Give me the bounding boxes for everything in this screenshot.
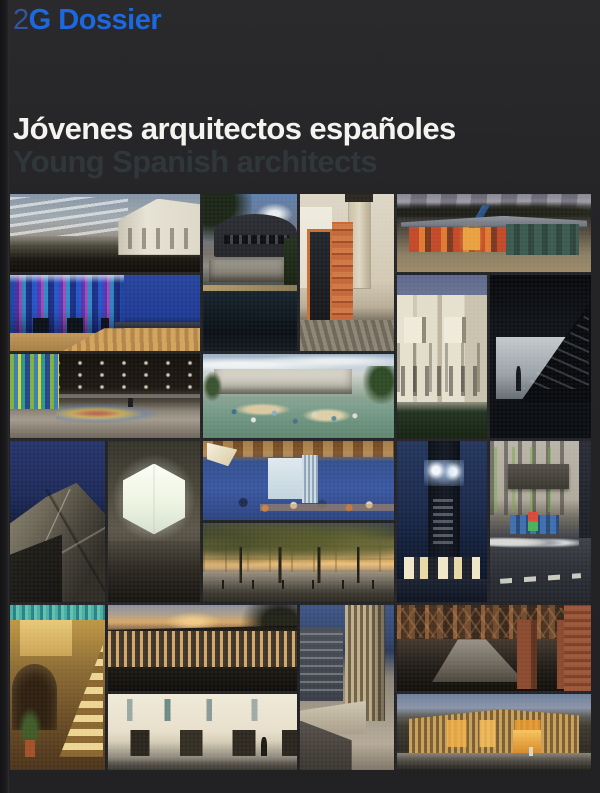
d5-road-line: [500, 573, 581, 583]
a2-greenery: [284, 238, 297, 291]
f3-block-left-windows: [300, 631, 343, 697]
rusted-colonnade-photo: [397, 605, 591, 691]
d3-children-tables: [218, 488, 386, 516]
schoolyard-children-photo: [203, 354, 394, 438]
d3-table-band: [260, 504, 394, 510]
white-row-housing-photo: [108, 694, 297, 770]
d5-poster: [528, 512, 538, 531]
c2-trees-right: [363, 366, 394, 405]
e1-tree-trunks: [203, 547, 394, 583]
f2-ground: [108, 667, 297, 691]
f1-upper-landing: [20, 620, 72, 656]
brand-name: G Dossier: [28, 4, 162, 36]
f1-tile-band: [10, 605, 105, 620]
e1-bollards: [222, 580, 375, 589]
a4-wall-right: [506, 224, 580, 255]
white-cube-housing-photo: [397, 275, 487, 438]
a2-terrace: [209, 260, 286, 282]
f4-walkway: [432, 639, 525, 682]
brand-prefix: 2: [13, 4, 29, 36]
dark-stair-gallery-photo: [490, 275, 591, 438]
f4-brick-wall-right: [564, 605, 591, 691]
trees-glowing-facade-photo: [203, 523, 394, 602]
timber-workshop-dusk-photo: [397, 694, 591, 770]
white-neoclassical-building-photo: [10, 194, 200, 272]
d5-dark-right: [579, 441, 591, 538]
f1-stairs: [59, 645, 103, 757]
c1-glass-wall: [10, 354, 59, 409]
a1-clouds: [10, 197, 128, 236]
green-pavilion-dusk-photo: [397, 194, 591, 272]
street-apartments-photo: [490, 441, 591, 602]
cover-title-spanish: Jóvenes arquitectos españoles: [13, 111, 456, 146]
a3-window: [307, 229, 334, 326]
a4-door-glow: [463, 228, 480, 250]
c2-children: [218, 401, 378, 428]
a2-ribbon-windows: [224, 235, 290, 244]
d5-cars: [490, 534, 579, 550]
a3-ground: [300, 320, 394, 351]
a3-chimney-cap: [345, 194, 373, 202]
c2-tree-left: [203, 372, 222, 401]
d4-lit-base: [404, 557, 480, 580]
a4-wall-left: [409, 227, 506, 252]
d4-ground: [397, 579, 487, 602]
b2-cantilevers: [404, 317, 480, 343]
c2-school-building: [214, 369, 352, 394]
b3-figure: [516, 366, 521, 390]
d2-base-shadow: [108, 541, 200, 602]
classroom-interior-photo: [203, 441, 394, 520]
a2-pool: [203, 291, 297, 351]
a3-brick-panel: [332, 222, 353, 319]
c1-rink-markings: [56, 404, 159, 422]
faceted-auditorium-photo: [10, 441, 105, 602]
a1-windows: [128, 228, 196, 248]
cover-title-english: Young Spanish architects: [13, 144, 377, 179]
brick-patio-house-photo: [300, 194, 394, 351]
night-tower-floodlights-photo: [397, 441, 487, 602]
g1-doorways: [108, 730, 297, 756]
a4-trees: [397, 202, 591, 218]
glowing-lightwell-cube-photo: [108, 441, 200, 602]
f2-slat-facade: [108, 631, 297, 667]
g2-door: [513, 730, 540, 753]
g1-person: [261, 737, 267, 757]
warm-courtyard-stairs-photo: [10, 605, 105, 770]
dusk-housing-ramp-photo: [300, 605, 394, 770]
sunset-louvre-building-photo: [108, 605, 297, 691]
b1-horizon: [115, 322, 201, 328]
d5-balcony-band: [508, 464, 569, 490]
b1-openings: [33, 318, 109, 333]
f1-pot: [25, 740, 35, 757]
round-villa-pool-photo: [203, 194, 297, 351]
g1-upper-windows: [108, 699, 297, 722]
c1-skater: [128, 398, 134, 407]
b2-windows: [401, 366, 484, 395]
iridescent-glass-hall-photo: [10, 275, 200, 351]
d4-floodlights: [424, 460, 464, 486]
ice-rink-interior-photo: [10, 354, 200, 438]
g2-bollard: [529, 747, 533, 756]
g2-ground: [397, 753, 591, 770]
b1-glass-top-light: [10, 275, 124, 283]
d4-sign-letters: [433, 496, 453, 544]
